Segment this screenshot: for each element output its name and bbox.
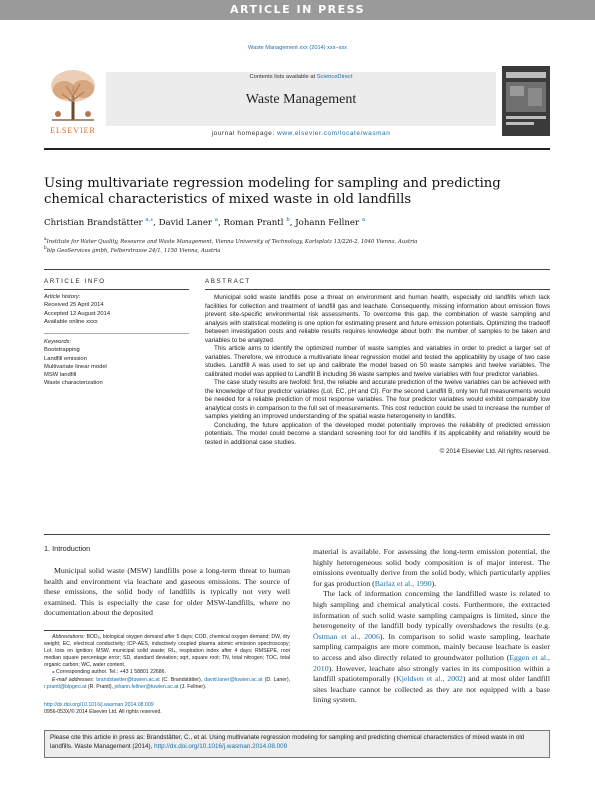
intro-right-column xyxy=(313,547,550,706)
elsevier-logo xyxy=(44,66,102,136)
footnotes xyxy=(44,634,290,691)
keyword: Multivariate linear model xyxy=(44,363,107,370)
header-bottom-rule xyxy=(44,269,550,270)
footnote-rule xyxy=(44,630,104,631)
abbreviations-text: BOD₅, biological oxygen demand after 5 days; COD, chemical oxygen demand; DW, dry weight; EC, electrical conductivity; ICP-AES, inductively coupled plasma atomic emission spectroscopy; LoI, loss on ignition; MSW, municipal solid waste; RI₄, respiration index after 4 days; RMSEPE, root median square percentage error; SD, standard deviation; sqrt, square root; TN, total nitrogen; TOC, total organic carbon; WC, water content. xyxy=(44,634,290,669)
article-title xyxy=(44,176,550,208)
email-owner: (J. Fellner). xyxy=(178,683,207,690)
abstract-paragraph: The case study results are twofold: first, the reliable and accurate prediction of the twelve variables can be achieved with the knowledge of four predictor variables (LoI, EC, pH and Cl). For the second Landfill B, only ten full measurements would be needed for a reliable prediction of most response variables. The four predictor variables would exhibit comparably low analytical costs in comparison to the full set of measurements. This cost reduction could be used to increase the number of samples yielding an improved understanding of the spatial waste heterogeneity in landfills. xyxy=(205,379,550,420)
abstract-paragraph: This article aims to identify the optimized number of waste samples and variables in order to predict a larger set of variables. Therefore, we introduce a multivariate linear regression model and tested the applicability by usage of two case studies. Landfill A was used to set up and calibrate the model based on 50 waste samples and twelve variables. The calibrated model was applied to Landfill B including 36 waste samples and twelve variables with four predictor variables. xyxy=(205,345,550,378)
author-list: Christian Brandstätter $^{a,⁎}$, David Laner $^a$, Roman Prantl $^b$, Johann Fellner $^a$ xyxy=(44,217,366,228)
citation-link[interactable]: Eggen et al., 2010 xyxy=(313,652,550,673)
email-link[interactable]: r.prantl@blpgeo.at xyxy=(44,683,87,690)
history-online: Available online xxxx xyxy=(44,318,98,325)
homepage-prefix: journal homepage: xyxy=(211,130,275,137)
author-name[interactable]: Johann Fellner xyxy=(295,217,360,228)
history-received: Received 25 April 2014 xyxy=(44,302,104,309)
citation-link[interactable]: Kjeldsen et al., 2002 xyxy=(396,674,463,684)
article-info-rule xyxy=(44,289,189,290)
keywords xyxy=(44,338,194,388)
section-heading-introduction: 1. Introduction xyxy=(44,544,91,553)
abstract-heading: ABSTRACT xyxy=(205,278,251,285)
author-name[interactable]: Christian Brandstätter xyxy=(44,217,143,228)
email-link[interactable]: david.laner@tuwien.ac.at xyxy=(204,676,263,683)
journal-homepage-line xyxy=(106,130,496,137)
email-owner: (D. Laner), xyxy=(262,676,290,683)
elsevier-tree-icon xyxy=(44,66,102,124)
history-accepted: Accepted 12 August 2014 xyxy=(44,310,111,317)
intro-paragraph xyxy=(313,589,550,706)
cite-this-article-box xyxy=(44,730,550,758)
cite-doi-link[interactable]: http://dx.doi.org/10.1016/j.wasman.2014.08.009 xyxy=(154,742,288,750)
intro-text: material is available. For assessing the long-term emission potential, the highly heterogeneous solid body composition is of major interest. The emissions eventually derive from the solid body, which particularly applies for gas production ( xyxy=(313,547,550,588)
email-owner: (R. Prantl), xyxy=(86,683,115,690)
article-title-line-2: chemical characteristics of mixed waste in old landfills xyxy=(44,192,412,207)
article-history xyxy=(44,293,194,326)
contents-prefix: Contents lists available at xyxy=(249,74,316,80)
cite-text: Please cite this article in press as: Brandstätter, C., et al. Using multivariate regression modeling for sampling and predicting chemical characteristics of mixed waste in old landfills. Waste Management (2014), xyxy=(50,734,525,750)
author-affiliation-mark[interactable]: a xyxy=(361,217,366,223)
intro-text: ). xyxy=(431,578,437,588)
intro-text: ). In comparison to solid waste sampling, leachate sampling campaigns are more common, mainly because leachate is easier to access and also directly related to groundwater pollution ( xyxy=(313,631,550,662)
journal-title: Waste Management xyxy=(245,92,357,107)
author-affiliation-mark[interactable]: a,⁎ xyxy=(145,217,154,223)
keyword: MSW landfill xyxy=(44,372,77,379)
abstract-paragraph: Municipal solid waste landfills pose a threat on environment and human health, especially old landfills which lack facilities for collection and treatment of landfill gas and leachate. Consequently, missing information about emission flows prevent site-specific environmental risk assessments. To overcome this gap, the combination of waste sampling and analysis with statistical modeling is one option for estimating present and future emission potentials. Optimizing the tradeoff between investigation costs and reliable results requires knowledge about both: the number of samples to be taken and variables to be analyzed. xyxy=(205,294,550,344)
history-rule xyxy=(44,333,189,334)
intro-paragraph xyxy=(313,547,550,589)
journal-cover-thumbnail xyxy=(502,66,550,136)
issn-copyright: 0956-053X/© 2014 Elsevier Ltd. All rights reserved. xyxy=(44,709,162,716)
article-in-press-banner: ARTICLE IN PRESS xyxy=(0,0,595,20)
author-affiliation-mark[interactable]: b xyxy=(286,217,290,223)
author-name[interactable]: David Laner xyxy=(158,217,213,228)
keyword: Bootstrapping xyxy=(44,347,80,354)
abstract-paragraph: Concluding, the future application of the developed model potentially improves the reliability of predicted emission potentials. The model could become a standard screening tool for old landfills if its applicability and reliability would be tested in additional case studies. xyxy=(205,421,550,446)
doi-link[interactable]: http://dx.doi.org/10.1016/j.wasman.2014.08.009 xyxy=(44,702,154,708)
affiliation-text: Institute for Water Quality, Resource and Waste Management, Vienna University of Technology, Karlsplatz 13/226-2, 1040 Vienna, Austria xyxy=(46,238,418,245)
keyword: Waste characterization xyxy=(44,380,103,387)
article-info-heading: ARTICLE INFO xyxy=(44,278,106,285)
homepage-url-link[interactable]: www.elsevier.com/locate/wasman xyxy=(277,130,391,137)
affiliation-mark: a xyxy=(44,237,47,242)
affiliation-a xyxy=(44,237,550,245)
abstract-bottom-rule xyxy=(44,534,550,535)
abstract-rule xyxy=(205,289,550,290)
email-link[interactable]: johann.fellner@tuwien.ac.at xyxy=(114,683,179,690)
keyword: Landfill emission xyxy=(44,355,87,362)
corresponding-author-note: ⁎ Corresponding author. Tel.: +43 1 58801 22686. xyxy=(52,669,166,676)
article-title-line-1: Using multivariate regression modeling for sampling and predicting xyxy=(44,176,501,191)
author-affiliation-mark[interactable]: a xyxy=(214,217,219,223)
masthead-rule xyxy=(44,148,550,150)
affiliation-mark: b xyxy=(44,246,47,251)
abbreviations-label: Abbreviations: xyxy=(52,634,85,640)
journal-masthead xyxy=(44,66,550,146)
citation-link[interactable]: Barlaz et al., 1990 xyxy=(374,578,432,588)
email-label: E-mail addresses: xyxy=(52,676,95,683)
email-owner: (C. Brandstätter), xyxy=(159,676,205,683)
history-label: Article history: xyxy=(44,294,81,300)
affiliation-b xyxy=(44,246,550,254)
sciencedirect-link[interactable]: ScienceDirect xyxy=(316,74,353,80)
citation-link[interactable]: Östman et al., 2006 xyxy=(313,631,380,641)
keywords-label: Keywords: xyxy=(44,339,72,345)
email-link[interactable]: brandstaetter@tuwien.ac.at xyxy=(96,676,160,683)
intro-text: ). However, leachate also strongly varies in its composition within a landfill spatiotemporally ( xyxy=(313,663,550,684)
cover-image-icon xyxy=(502,66,550,136)
intro-left-column xyxy=(44,566,290,619)
abstract-body xyxy=(205,294,550,457)
contents-list-line xyxy=(106,74,496,80)
publisher-name: ELSEVIER xyxy=(50,126,96,135)
intro-text: ) and at most older landfill sites leachate cannot be collected as they are not equipped with a base lining system. xyxy=(313,674,550,705)
affiliation-text: blp GeoServices gmbh, Felberstrasse 24/1, 1150 Vienna, Austria xyxy=(46,247,221,254)
doi-block xyxy=(44,702,290,716)
intro-text: The lack of information concerning the landfilled waste is related to high sampling and chemical analytical costs. Furthermore, the extracted information of such solid waste sampling campaigns is limited, since the heterogeneity of the landfill body typically overshadows the results (e.g. xyxy=(313,589,550,631)
journal-citation-line[interactable]: Waste Management xxx (2014) xxx–xxx xyxy=(248,45,347,51)
author-name[interactable]: Roman Prantl xyxy=(223,217,284,228)
abstract-copyright: © 2014 Elsevier Ltd. All rights reserved. xyxy=(439,448,550,455)
intro-paragraph: Municipal solid waste (MSW) landfills pose a long-term threat to human health and environment via leachate and gaseous emissions. The source of these emissions, the solid body of landfills is typically not very well examined. This is especially the case for older MSW-landfills, where no documentation about the deposited xyxy=(44,566,290,618)
